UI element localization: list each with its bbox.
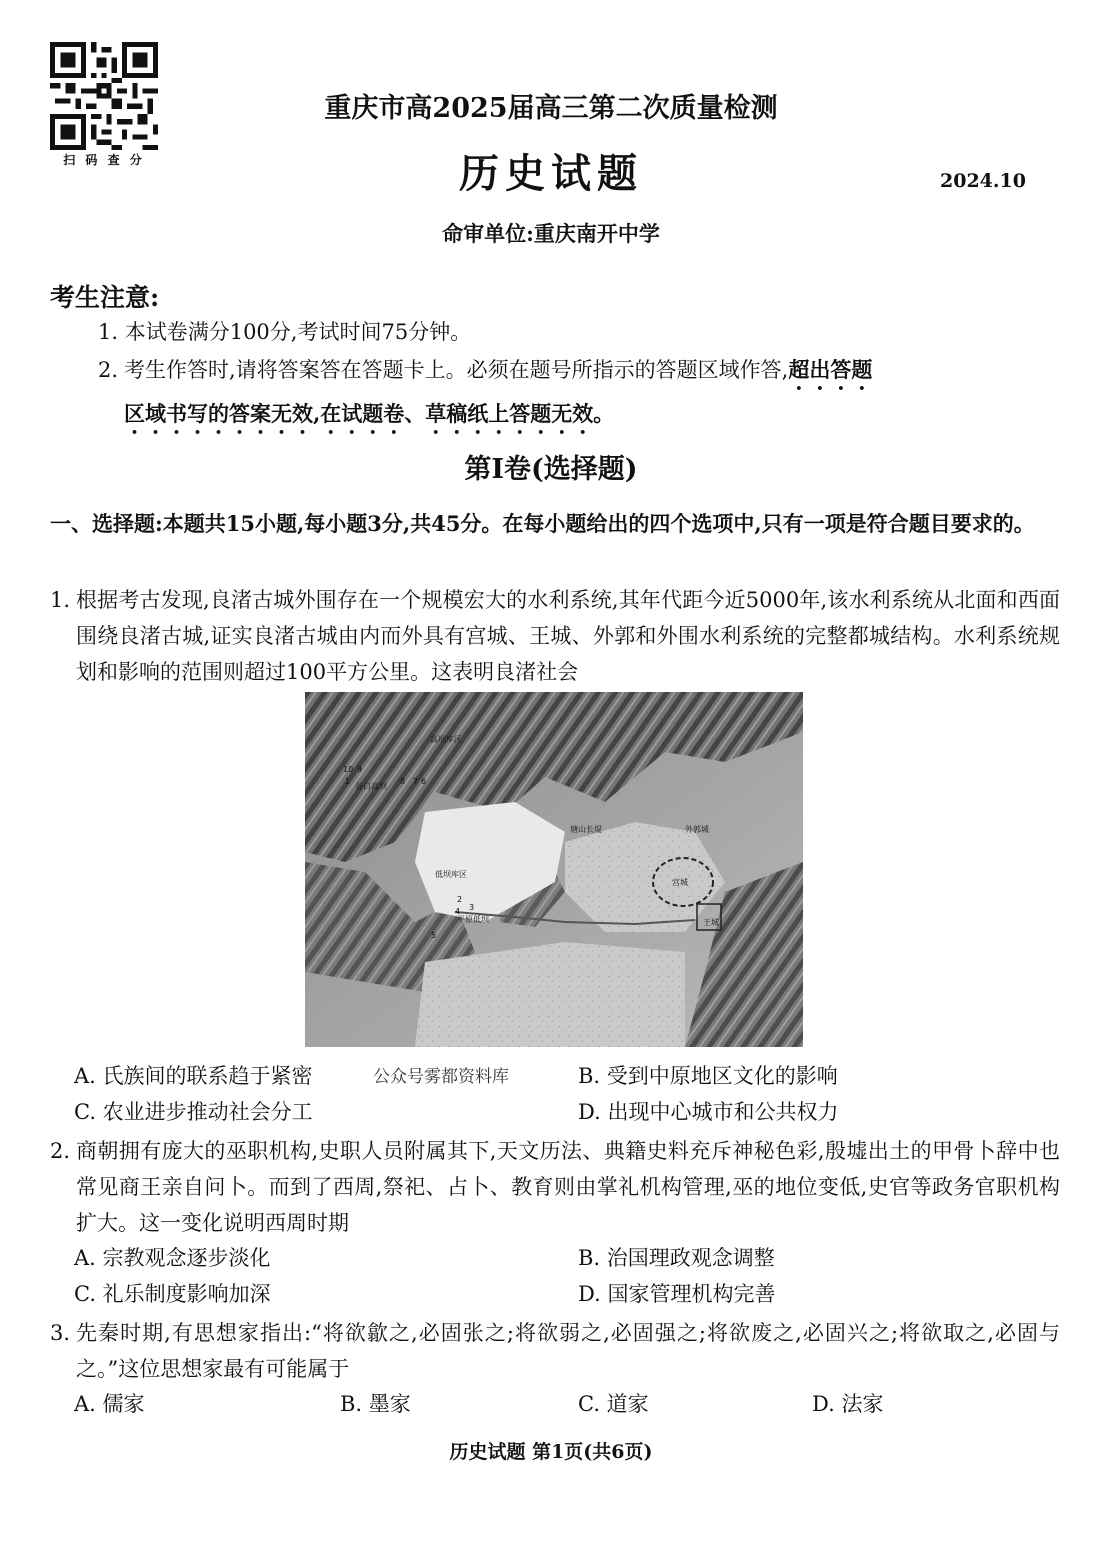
question-stem: 商朝拥有庞大的巫职机构,史职人员附属其下,天文历法、典籍史料充斥神秘色彩,殷墟出土的甲骨卜辞中也常见商王亲自问卜。而到了西周,祭祀、占卜、教育则由掌礼机构管理,巫的地位变低,史官等政务官职机构扩大。这一变化说明西周时期: [76, 1139, 1060, 1235]
watermark-text: 公众号雾都资料库: [373, 1067, 509, 1087]
map-label-dyke: 塘山长堤: [570, 825, 602, 834]
q1-option-c: C. 农业进步推动社会分工: [74, 1100, 313, 1124]
notice-item-2-emphasis-cont: 区域书写的答案无效,在试题卷、草稿纸上答题无效。: [124, 401, 615, 426]
map-label-king-city: 王城: [703, 918, 719, 927]
map-label-plain-low-dam: 平原低坝: [457, 915, 489, 924]
q1-option-d: D. 出现中心城市和公共权力: [578, 1100, 839, 1124]
question-number: 2.: [50, 1139, 71, 1163]
map-label-num: 1: [345, 777, 351, 786]
section-instruction: 一、选择题:本题共15小题,每小题3分,共45分。在每小题给出的四个选项中,只有一项是符合题目要求的。: [50, 511, 1035, 536]
section-title: 第Ⅰ卷(选择题): [464, 454, 638, 485]
map-label-outer-city: 外郭城: [685, 825, 709, 834]
exam-title: 重庆市高2025届高三第二次质量检测: [324, 93, 778, 124]
author-unit: 命审单位:重庆南开中学: [442, 221, 660, 246]
map-label-low-dam-area: 低坝库区: [435, 870, 467, 879]
exam-date: 2024.10: [940, 170, 1026, 192]
question-number: 3.: [50, 1321, 71, 1345]
notice-item-2-num: 2.: [98, 358, 119, 382]
notice-item-1: 1. 本试卷满分100分,考试时间75分钟。: [98, 320, 472, 344]
q3-option-a: A. 儒家: [74, 1392, 145, 1416]
q2-option-a: A. 宗教观念逐步淡化: [74, 1246, 271, 1270]
subject-title: 历史试题: [459, 150, 643, 197]
map-label-num: 6: [421, 777, 427, 786]
map-label-num: 7: [413, 777, 419, 786]
question-3: [50, 1315, 1060, 1387]
question-number: 1.: [50, 588, 71, 612]
map-label-num: 4: [455, 907, 461, 916]
question-1: [50, 582, 1060, 690]
map-label-palace-city: 宫城: [672, 878, 688, 887]
question-stem: 根据考古发现,良渚古城外围存在一个规模宏大的水利系统,其年代距今近5000年,该水利系统从北面和西面围绕良渚古城,证实良渚古城由内而外具有宫城、王城、外郭和外围水利系统的完整都城结构。水利系统规划和影响的范围则超过100平方公里。这表明良渚社会: [76, 588, 1060, 684]
q1-option-b: B. 受到中原地区文化的影响: [578, 1064, 838, 1088]
map-label-num: 5: [431, 931, 437, 940]
map-label-num: 9: [357, 765, 363, 774]
qr-caption: 扫 码 查 分: [63, 153, 145, 167]
map-label-valley-high-dam: 谷口高坝: [355, 782, 387, 791]
q3-option-c: C. 道家: [578, 1392, 649, 1416]
question-stem: 先秦时期,有思想家指出:“将欲歙之,必固张之;将欲弱之,必固强之;将欲废之,必固兴之;将欲取之,必固与之。”这位思想家最有可能属于: [76, 1321, 1060, 1381]
liangzhu-water-system-map: [305, 692, 803, 1047]
page-footer: 历史试题 第1页(共6页): [449, 1441, 653, 1463]
q2-option-c: C. 礼乐制度影响加深: [74, 1282, 271, 1306]
q2-option-b: B. 治国理政观念调整: [578, 1246, 775, 1270]
map-label-num: 3: [469, 903, 475, 912]
map-label-num: 10: [343, 765, 354, 774]
q2-option-d: D. 国家管理机构完善: [578, 1282, 776, 1306]
map-label-high-dam-area: 高坝库区: [430, 735, 462, 744]
q1-option-a: A. 氏族间的联系趋于紧密: [74, 1064, 313, 1088]
notice-item-2: [124, 351, 1064, 439]
notice-item-2-emphasis: 超出答题: [788, 357, 873, 382]
q3-option-d: D. 法家: [812, 1392, 884, 1416]
notice-heading: 考生注意:: [50, 283, 160, 312]
notice-item-2-text: 考生作答时,请将答案答在答题卡上。必须在题号所指示的答题区域作答,: [124, 358, 789, 382]
map-label-num: 2: [457, 895, 463, 904]
q3-option-b: B. 墨家: [340, 1392, 411, 1416]
map-label-num: 8: [400, 777, 406, 786]
question-2: [50, 1133, 1060, 1241]
